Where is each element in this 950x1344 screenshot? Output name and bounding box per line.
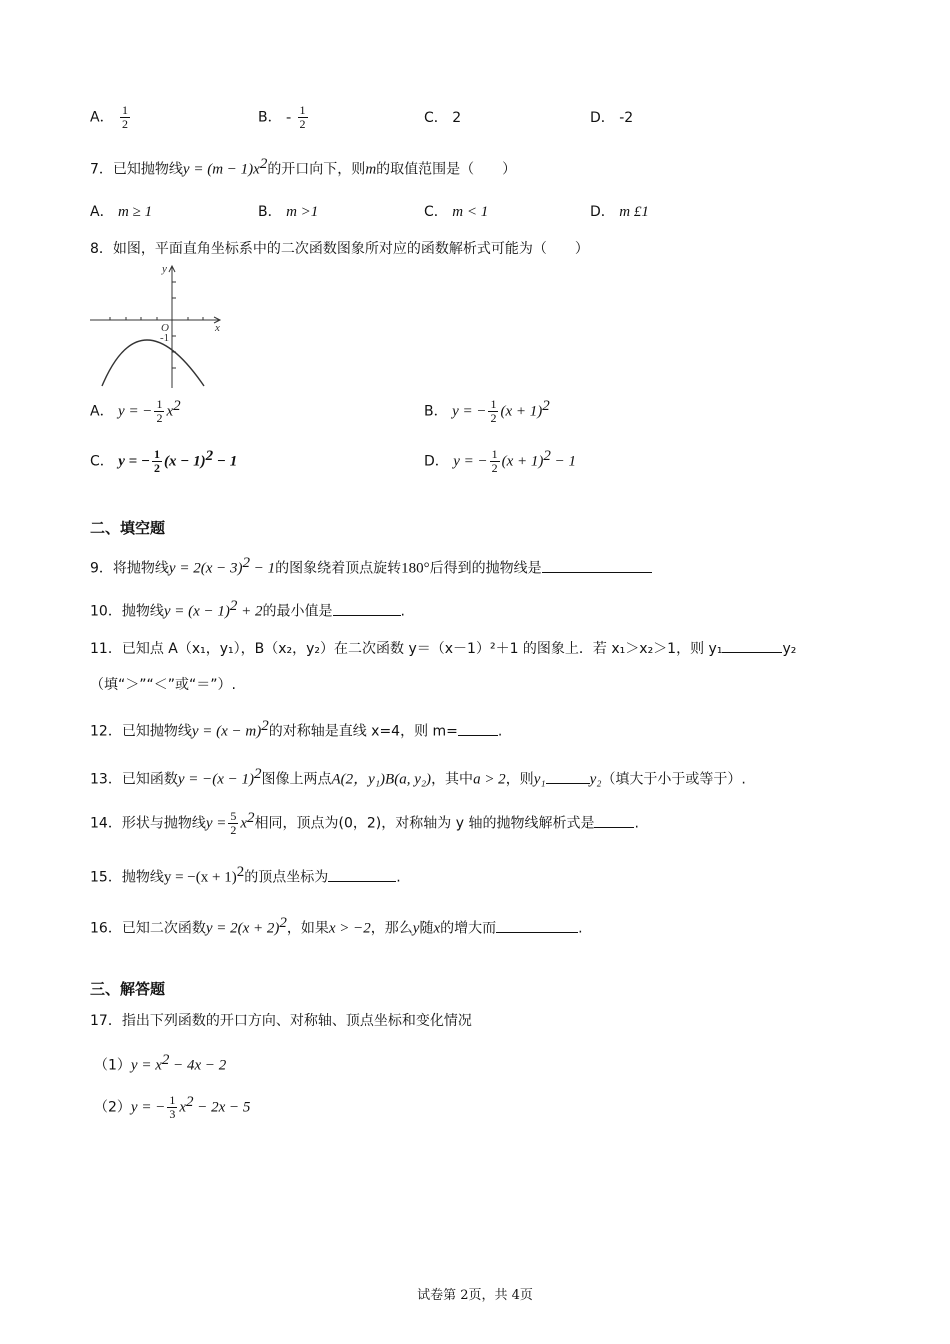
q15-suffix: 的顶点坐标为: [244, 869, 329, 886]
numerator: 1: [154, 447, 161, 462]
q11-line1: [90, 638, 796, 658]
q15-prefix: 15．抛物线: [90, 869, 164, 886]
q7-suffix: 的开口向下，则: [267, 161, 366, 178]
q6-option-d: [590, 107, 633, 127]
answer-blank[interactable]: [333, 601, 401, 616]
q10-formula-tail: + 2: [237, 603, 263, 620]
q9-degree: 180°: [401, 560, 430, 577]
q12: [90, 718, 502, 741]
q9-prefix: 9．将抛物线: [90, 560, 169, 577]
formula-pre: y = −: [118, 403, 153, 420]
exponent: 2: [254, 766, 262, 782]
numerator: 5: [230, 809, 237, 824]
origin-label: O: [161, 322, 169, 334]
q8-option-d: [424, 448, 576, 475]
q9-mid: 的图象绕着顶点旋转: [275, 560, 402, 577]
parabola-curve: [102, 340, 204, 386]
q15-formula: y = −(x + 1): [163, 869, 237, 886]
x-axis-label: x: [215, 322, 220, 334]
numerator: 1: [156, 397, 163, 412]
q11-text-end: y₂: [782, 641, 797, 657]
q16-formula: y = 2(x + 2): [205, 920, 280, 937]
exponent: 2: [542, 398, 550, 414]
q9-formula: y = 2(x − 3): [168, 560, 243, 577]
option-label: C．: [90, 453, 114, 470]
answer-blank[interactable]: [542, 558, 652, 573]
part-label: （2）: [94, 1099, 131, 1116]
q10-prefix: 10．抛物线: [90, 603, 164, 620]
option-label: D．: [424, 453, 449, 470]
q14-suffix: 相同，顶点为(0，2)，对称轴为 y 轴的抛物线解析式是: [254, 815, 595, 832]
y-axis-label: y: [162, 263, 167, 275]
q13-prefix: 13．已知函数: [90, 771, 178, 788]
numerator: 1: [122, 103, 129, 117]
q17-stem: 17．指出下列函数的开口方向、对称轴、顶点坐标和变化情况: [90, 1013, 472, 1029]
part-label: （1）: [94, 1057, 131, 1074]
q13-point-a: A(2，y₁): [331, 771, 386, 788]
option-label: B．: [258, 109, 282, 126]
q13-y1: y₁: [533, 771, 546, 788]
q7-option-c: [424, 201, 488, 221]
fraction: [120, 104, 130, 131]
q8-option-c: [90, 448, 237, 475]
section-answer-title: 三、解答题: [90, 980, 166, 998]
q13-y2: y₂: [589, 771, 602, 788]
exponent: 2: [229, 598, 238, 614]
q11-line2: （填“＞”“＜”或“＝”）.: [90, 677, 236, 693]
formula-pre: y = −: [452, 403, 487, 420]
option-label: D．: [590, 204, 615, 220]
formula-pre: y = −: [453, 453, 488, 470]
answer-blank[interactable]: [458, 721, 498, 736]
q16-x: x: [433, 920, 441, 937]
denominator: 2: [491, 461, 498, 476]
option-label: A．: [90, 109, 114, 126]
numerator: 1: [299, 103, 306, 117]
q13-suffix: （填大于小于或等于）.: [601, 771, 746, 788]
formula-tail: − 1: [550, 453, 577, 470]
q10-formula: y = (x − 1): [163, 603, 230, 620]
exponent: 2: [173, 398, 181, 414]
q12-end: .: [497, 723, 503, 740]
q7-option-a: [90, 201, 152, 221]
q16-y: y: [412, 920, 420, 937]
denominator: 2: [122, 117, 129, 131]
q8-option-b: [424, 398, 550, 425]
numerator: 1: [169, 1093, 176, 1108]
formula-post-a: x: [179, 1099, 186, 1116]
q12-prefix: 12．已知抛物线: [90, 723, 192, 740]
option-label: B．: [258, 204, 282, 220]
y-ticks: [172, 282, 176, 368]
q9: [90, 555, 652, 578]
fraction: [490, 448, 500, 475]
q8-option-a: [90, 398, 181, 425]
q15-end: .: [396, 869, 401, 886]
q13: [90, 766, 746, 789]
denominator: 3: [169, 1107, 176, 1122]
fraction: [154, 398, 164, 425]
denominator: 2: [299, 117, 306, 131]
numerator: 1: [491, 447, 498, 462]
option-label: C．: [424, 110, 448, 126]
q6-option-b: [258, 104, 310, 131]
q7-formula: y = (m − 1)x: [182, 161, 260, 178]
fraction: [488, 398, 498, 425]
denominator: 2: [154, 461, 161, 476]
formula-tail: − 1: [213, 453, 238, 470]
q16-prefix: 16．已知二次函数: [90, 920, 206, 937]
denominator: 2: [156, 411, 163, 426]
q14: [90, 810, 639, 837]
q14-prefix: 14．形状与抛物线: [90, 815, 206, 832]
q13-then: ，则: [505, 771, 534, 788]
option-text: m ≥ 1: [118, 204, 153, 220]
formula-pre: y = −: [118, 453, 151, 470]
q13-formula: y = −(x − 1): [177, 771, 254, 788]
fraction: [298, 104, 308, 131]
exponent: 2: [259, 156, 268, 172]
option-text: 2: [452, 110, 462, 126]
exponent: 2: [242, 555, 250, 571]
exponent: 2: [205, 448, 214, 464]
q7-option-b: [258, 201, 318, 221]
option-label: B．: [424, 403, 448, 420]
q10-suffix: 的最小值是: [262, 603, 333, 620]
exponent: 2: [543, 448, 551, 464]
q7-option-d: [590, 201, 649, 221]
q17-part1: [94, 1052, 226, 1075]
q16: [90, 915, 583, 938]
fraction: [167, 1094, 177, 1121]
q16-suffix: 的增大而: [440, 920, 497, 937]
q14-end: .: [634, 815, 639, 832]
formula-a: y = x: [130, 1057, 162, 1074]
q12-suffix: 的对称轴是直线 x=4，则 m=: [268, 723, 458, 740]
section-fill-blank-title: 二、填空题: [90, 519, 166, 537]
formula-post: (x + 1): [501, 453, 544, 470]
q12-formula: y = (x − m): [191, 723, 262, 740]
q13-mid: 图像上两点: [261, 771, 332, 788]
q7-tail: 的取值范围是（ ）: [376, 161, 517, 178]
q10-end: .: [400, 603, 405, 620]
option-label: D．: [590, 110, 615, 126]
fraction: [228, 810, 238, 837]
minus-sign: -: [286, 109, 292, 126]
q9-formula-tail: − 1: [249, 560, 276, 577]
answer-blank[interactable]: [328, 867, 396, 882]
exponent: 2: [261, 718, 269, 734]
exponent: 2: [279, 915, 287, 931]
q14-formula-post: x: [240, 815, 248, 832]
option-label: A．: [90, 403, 114, 420]
q13-cond-expr: a > 2: [473, 771, 506, 788]
q16-end: .: [578, 920, 583, 937]
q9-suffix: 后得到的抛物线是: [429, 560, 542, 577]
q7-prefix: 7．已知抛物线: [90, 161, 183, 178]
denominator: 2: [490, 411, 497, 426]
q7-var: m: [365, 161, 377, 178]
formula-post: (x + 1): [500, 403, 543, 420]
option-text: m < 1: [452, 204, 489, 220]
option-text: -2: [619, 110, 634, 126]
formula-b: − 4x − 2: [169, 1057, 227, 1074]
answer-blank[interactable]: [546, 769, 590, 784]
exponent: 2: [247, 810, 255, 826]
q16-then: ，那么: [370, 920, 413, 937]
option-text: m >1: [286, 204, 319, 220]
exponent: 2: [236, 864, 245, 880]
formula-pre: y = −: [130, 1099, 166, 1116]
q6-option-c: [424, 107, 461, 127]
denominator: 2: [230, 823, 237, 838]
tick-label: -1: [160, 332, 170, 344]
q8-graph: [88, 258, 228, 394]
q16-mid: ，如果: [286, 920, 329, 937]
exponent: 2: [161, 1052, 170, 1068]
q14-formula-pre: y =: [205, 815, 227, 832]
numerator: 1: [490, 397, 497, 412]
exponent: 2: [186, 1094, 194, 1110]
q15: [90, 864, 401, 887]
q11-text: 11．已知点 A（x₁，y₁），B（x₂，y₂）在二次函数 y＝（x－1）²＋1 的图象上．若 x₁＞x₂＞1，则 y₁: [90, 641, 723, 657]
q16-follow: 随: [419, 920, 434, 937]
fraction: [152, 448, 162, 475]
option-label: A．: [90, 204, 114, 220]
q13-point-b: B(a, y₂): [385, 771, 432, 788]
q7-stem: [90, 156, 516, 179]
option-label: C．: [424, 204, 448, 220]
formula-post: x: [166, 403, 174, 420]
formula-post: (x − 1): [164, 453, 206, 470]
answer-blank[interactable]: [594, 813, 634, 828]
q10: [90, 598, 405, 621]
answer-blank[interactable]: [496, 918, 578, 933]
q6-option-a: [90, 104, 132, 131]
formula-post-b: − 2x − 5: [193, 1099, 251, 1116]
option-text: m £1: [619, 204, 649, 220]
q8-stem: 8．如图，平面直角坐标系中的二次函数图象所对应的函数解析式可能为（ ）: [90, 241, 589, 257]
page-footer: 试卷第 2页，共 4页: [417, 1288, 533, 1303]
q17-part2: [94, 1094, 250, 1121]
q16-cond: x > −2: [328, 920, 371, 937]
q13-cond: ，其中: [431, 771, 474, 788]
answer-blank[interactable]: [722, 638, 782, 653]
